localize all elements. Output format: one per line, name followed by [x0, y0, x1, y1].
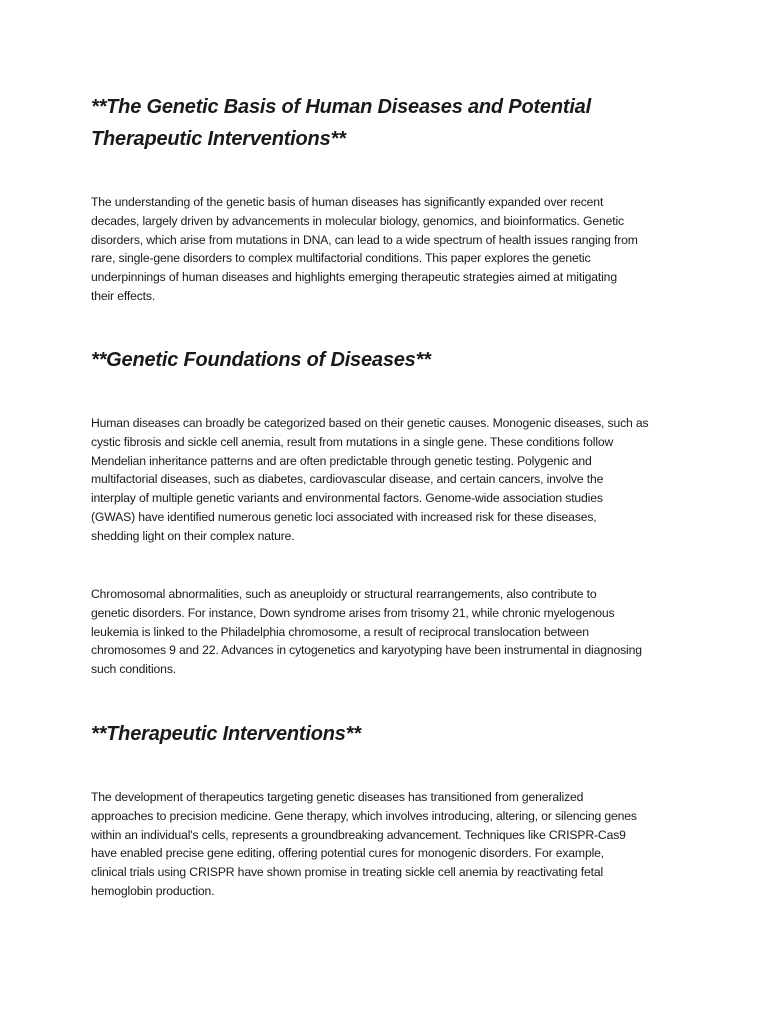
- document-title: [91, 91, 591, 155]
- paragraph-line: The development of therapeutics targeting genetic diseases has transitioned from generalized: [91, 790, 584, 804]
- paragraph-line: chromosomes 9 and 22. Advances in cytogenetics and karyotyping have been instrumental in diagnosing: [91, 643, 642, 658]
- paragraph-line: such conditions.: [91, 662, 176, 677]
- title-line: Therapeutic Interventions**: [91, 128, 346, 150]
- paragraph-line: underpinnings of human diseases and highlights emerging therapeutic strategies aimed at mitigating: [91, 270, 617, 285]
- paragraph-line: cystic fibrosis and sickle cell anemia, result from mutations in a single gene. These conditions follow: [91, 434, 614, 449]
- section-heading-genetic-foundations: **Genetic Foundations of Diseases**: [91, 349, 431, 371]
- paragraph-line: genetic disorders. For instance, Down syndrome arises from trisomy 21, while chronic myelogenous: [91, 605, 615, 620]
- paragraph-line: shedding light on their complex nature.: [91, 528, 295, 543]
- paragraph-line: multifactorial diseases, such as diabetes, cardiovascular disease, and certain cancers, involve the: [91, 472, 604, 487]
- paragraph-line: decades, largely driven by advancements in molecular biology, genomics, and bioinformatics. Genetic: [91, 213, 624, 228]
- paragraph-line: have enabled precise gene editing, offering potential cures for monogenic disorders. For example,: [91, 846, 604, 861]
- genetic-foundations-paragraph-1: [91, 414, 691, 546]
- paragraph-line: (GWAS) have identified numerous genetic loci associated with increased risk for these diseases,: [91, 509, 597, 524]
- paragraph-line: interplay of multiple genetic variants and environmental factors. Genome-wide association studies: [91, 491, 603, 506]
- paragraph-line: The understanding of the genetic basis of human diseases has significantly expanded over recent: [91, 195, 604, 209]
- section-heading-therapeutic-interventions: **Therapeutic Interventions**: [91, 723, 361, 745]
- genetic-foundations-paragraph-2: [91, 585, 691, 679]
- paragraph-line: their effects.: [91, 288, 156, 303]
- paragraph-line: hemoglobin production.: [91, 883, 215, 898]
- paragraph-line: disorders, which arise from mutations in DNA, can lead to a wide spectrum of health issues ranging from: [91, 232, 638, 247]
- paragraph-line: rare, single-gene disorders to complex multifactorial conditions. This paper explores the genetic: [91, 251, 591, 266]
- paragraph-line: Mendelian inheritance patterns and are often predictable through genetic testing. Polygenic and: [91, 453, 592, 468]
- paragraph-line: within an individual's cells, represents a groundbreaking advancement. Techniques like CRISPR-Cas9: [91, 827, 626, 842]
- intro-paragraph: [91, 193, 691, 306]
- paragraph-line: leukemia is linked to the Philadelphia chromosome, a result of reciprocal translocation between: [91, 624, 589, 639]
- title-line: **The Genetic Basis of Human Diseases and Potential: [91, 96, 591, 118]
- paragraph-line: clinical trials using CRISPR have shown promise in treating sickle cell anemia by reactivating fetal: [91, 865, 604, 880]
- paragraph-line: approaches to precision medicine. Gene therapy, which involves introducing, altering, or silencing genes: [91, 808, 637, 823]
- paragraph-line: Chromosomal abnormalities, such as aneuploidy or structural rearrangements, also contribute to: [91, 587, 597, 601]
- paragraph-line: Human diseases can broadly be categorized based on their genetic causes. Monogenic diseases, such as: [91, 416, 649, 430]
- therapeutic-interventions-paragraph-1: [91, 788, 691, 901]
